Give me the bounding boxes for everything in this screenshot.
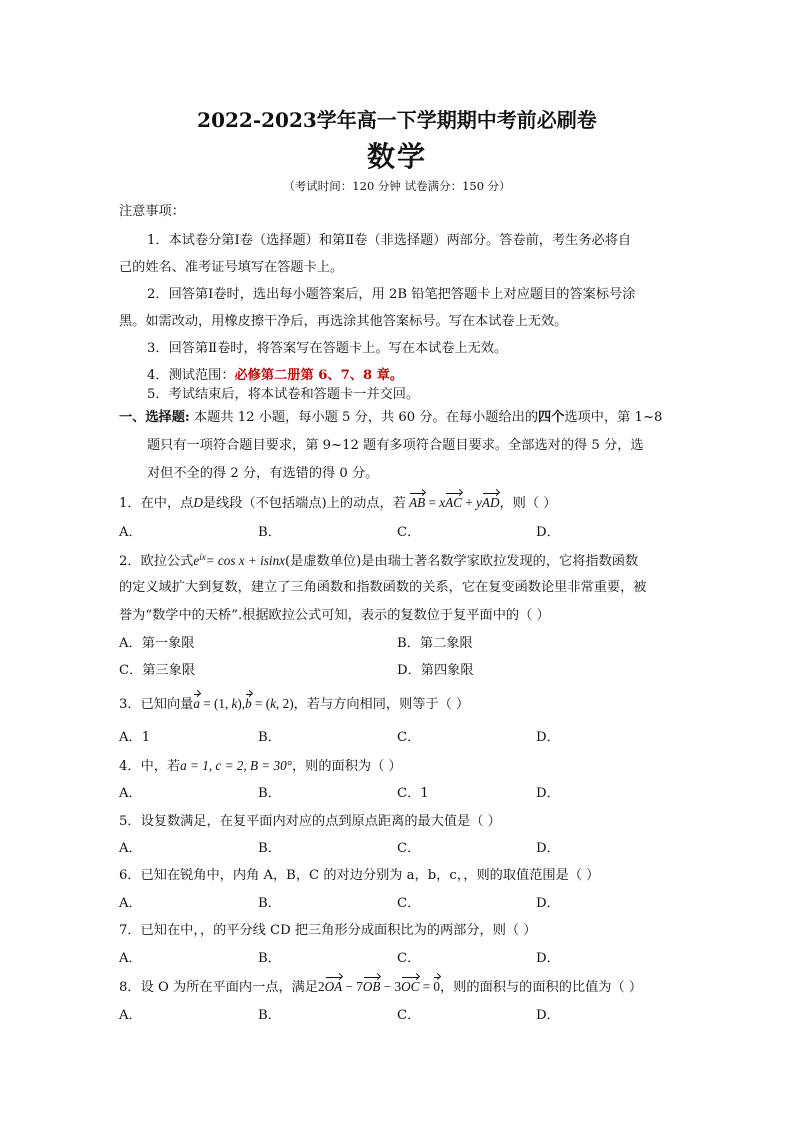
q4-formula: a = 1, c = 2, B = 30° [180, 758, 292, 773]
question-3 [119, 697, 469, 711]
q3-option-d: D． [536, 730, 560, 745]
note-5: 5．考试结束后，将本试卷和答题卡一并交回。 [147, 387, 420, 402]
note-4-prefix: 4．测试范围： [147, 368, 235, 383]
question-1 [119, 496, 556, 510]
q5-option-d: D． [536, 841, 560, 856]
q2-formula: = cos x + isinx [205, 553, 286, 568]
q1-formula: AB = xAC + yAD [409, 495, 500, 510]
note-2a: 2．回答第Ⅰ卷时，选出每小题答案后，用 2B 铅笔把答题卡上对应题目的答案标号涂 [147, 287, 636, 302]
q3-suffix: ，若与方向相同，则等于（ ） [293, 697, 470, 712]
q3-vectors: a = (1, k),b = (k, 2) [193, 696, 294, 711]
q3-option-a: A．1 [119, 730, 151, 745]
question-7: 7．已知在中，，的平分线 CD 把三角形分成面积比为的两部分，则（ ） [119, 923, 537, 938]
note-2b: 黑。如需改动，用橡皮擦干净后，再选涂其他答案标号。写在本试卷上无效。 [119, 314, 568, 329]
exam-time-info: （考试时间：120 分钟 试卷满分：150 分） [283, 179, 511, 193]
exam-title: 2022-2023学年高一下学期期中考前必刷卷 [197, 108, 597, 132]
section1-line2: 题只有一项符合题目要求，第 9~12 题有多项符合题目要求。全部选对的得 5 分，选 [147, 438, 644, 453]
q1-option-c: C． [397, 525, 421, 540]
section1-line1 [119, 411, 662, 424]
q4-option-d: D． [536, 786, 560, 801]
q2-option-a: A．第一象限 [119, 636, 195, 651]
q6-option-d: D． [536, 896, 560, 911]
section1-line3: 对但不全的得 2 分，有选错的得 0 分。 [147, 466, 379, 481]
q7-option-d: D． [536, 951, 560, 966]
q8-option-c: C． [397, 1008, 421, 1023]
q8-option-d: D． [536, 1008, 560, 1023]
question-6: 6．已知在锐角中，内角 A，B，C 的对边分别为 a，b，c，，则的取值范围是（ ） [119, 868, 600, 883]
q8-suffix: ，则的面积与的面积的比值为（ ） [440, 980, 643, 995]
q4-option-c: C．1 [397, 786, 429, 801]
q4-option-b: B． [258, 786, 281, 801]
q1-suffix: ，则（ ） [499, 496, 557, 511]
section1-lead: 一、选择题: [119, 410, 190, 425]
q5-option-c: C． [397, 841, 421, 856]
question-4 [119, 759, 402, 773]
q1-option-d: D． [536, 525, 560, 540]
q2-option-d: D．第四象限 [397, 663, 474, 678]
q2-euler: $e^{ix}$ [193, 552, 206, 568]
q2-prefix: 2．欧拉公式 [119, 554, 194, 569]
q5-option-a: A． [119, 841, 142, 856]
section1-text: 本题共 12 小题，每小题 5 分，共 60 分。在每小题给出的 [189, 410, 539, 425]
q4-suffix: ，则的面积为（ ） [291, 759, 402, 774]
q1-option-a: A． [119, 525, 142, 540]
q8-option-b: B． [258, 1008, 281, 1023]
question-2-line2: 的定义域扩大到复数，建立了三角函数和指数函数的关系，它在复变函数论里非常重要，被 [119, 580, 647, 595]
q8-option-a: A． [119, 1008, 142, 1023]
section1-four: 四个 [538, 410, 565, 425]
question-8 [119, 980, 642, 994]
q2-text: (是虚数单位)是由瑞士著名数学家欧拉发现的，它将指数函数 [285, 554, 639, 569]
q5-option-b: B． [258, 841, 281, 856]
question-2-line3: 誉为“数学中的天桥”.根据欧拉公式可知，表示的复数位于复平面中的（ ） [119, 608, 550, 623]
notes-heading: 注意事项： [119, 204, 185, 219]
note-3: 3．回答第Ⅱ卷时，将答案写在答题卡上。写在本试卷上无效。 [147, 341, 508, 356]
note-1b: 己的姓名、准考证号填写在答题卡上。 [119, 260, 344, 275]
q3-option-b: B． [258, 730, 281, 745]
question-5: 5．设复数满足，在复平面内对应的点到原点距离的最大值是（ ） [119, 814, 501, 829]
note-4 [147, 369, 403, 382]
q6-option-b: B． [258, 896, 281, 911]
q4-prefix: 4．中，若 [119, 759, 181, 774]
q7-option-a: A． [119, 951, 142, 966]
q6-option-a: A． [119, 896, 142, 911]
q7-option-c: C． [397, 951, 421, 966]
note-4-scope: 必修第二册第 6、7、8 章。 [234, 368, 404, 383]
q1-point-d: D [193, 495, 203, 510]
section1-rest: 选项中，第 1~8 [564, 410, 663, 425]
q7-option-b: B． [258, 951, 281, 966]
q6-option-c: C． [397, 896, 421, 911]
q4-option-a: A． [119, 786, 142, 801]
q2-option-b: B．第二象限 [397, 636, 473, 651]
q1-middle: 是线段（不包括端点)上的动点，若 [202, 496, 406, 511]
note-1a: 1．本试卷分第Ⅰ卷（选择题）和第Ⅱ卷（非选择题）两部分。答卷前，考生务必将自 [147, 233, 632, 248]
q1-prefix: 1．在中，点 [119, 496, 194, 511]
q3-prefix: 3．已知向量 [119, 697, 194, 712]
q8-formula: 2OA − 7OB − 3OC = 0 [318, 979, 441, 994]
q8-prefix: 8．设 O 为所在平面内一点，满足 [119, 980, 319, 995]
q1-option-b: B． [258, 525, 281, 540]
subject-title: 数学 [366, 140, 427, 173]
q3-option-c: C． [397, 730, 421, 745]
q2-option-c: C．第三象限 [119, 663, 196, 678]
question-2-line1 [119, 553, 638, 568]
